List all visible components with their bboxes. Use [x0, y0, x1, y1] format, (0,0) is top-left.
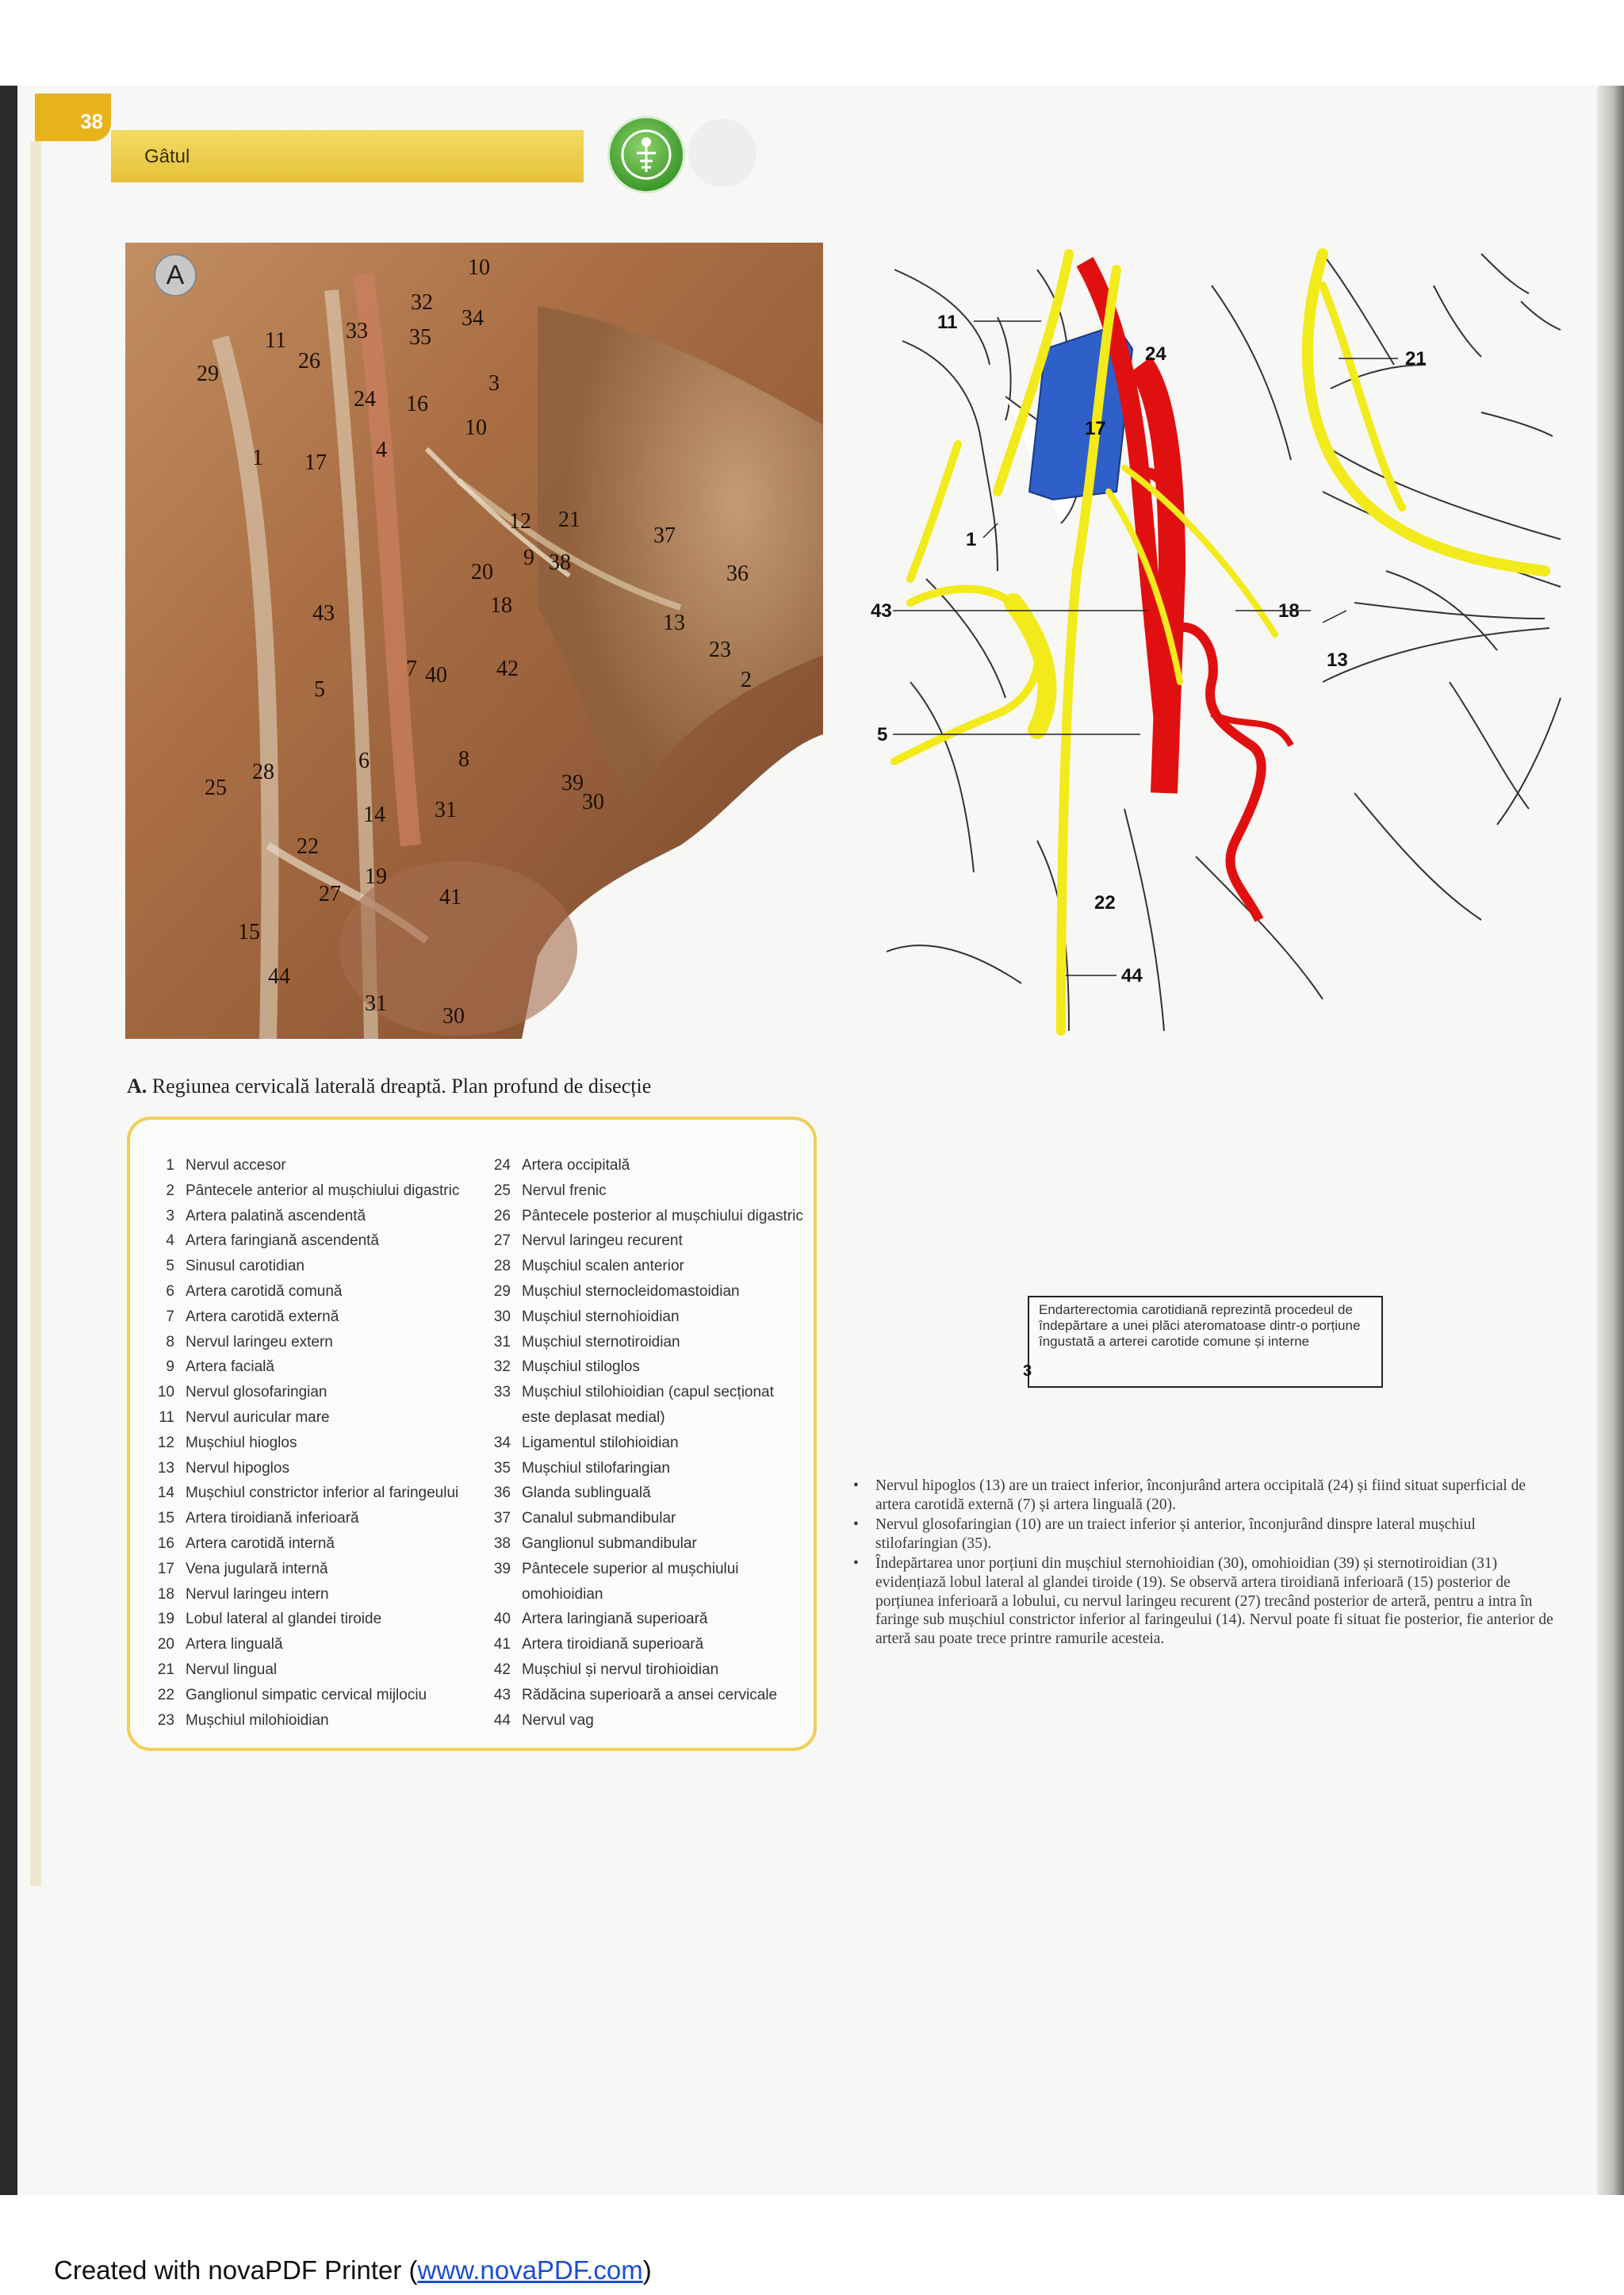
legend-text: Pântecele posterior al mușchiului digastric [522, 1207, 803, 1224]
scan-margin-top [0, 0, 1624, 89]
photo-label: 41 [439, 885, 462, 910]
legend-row [143, 1431, 476, 1456]
photo-label: 17 [304, 450, 327, 475]
legend-column-right [479, 1153, 812, 1733]
outline-line [998, 317, 1011, 420]
diagram-label: 21 [1405, 348, 1427, 370]
legend-column-left [143, 1153, 476, 1733]
photo-label: 44 [268, 964, 290, 989]
outline-line [1521, 301, 1561, 330]
legend-text: Mușchiul stilohioidian (capul secționat [522, 1384, 774, 1401]
legend-text: Mușchiul sternotiroidian [522, 1333, 680, 1351]
legend-num: 44 [493, 1711, 511, 1729]
legend-row [479, 1557, 812, 1582]
diagram-label: 13 [1327, 649, 1348, 671]
photo-label: 29 [197, 362, 219, 386]
photo-label: 37 [653, 523, 676, 548]
photo-label: 21 [558, 508, 580, 532]
bullet-list [848, 1477, 1561, 1649]
legend-text: Lobul lateral al glandei tiroide [186, 1611, 382, 1628]
photo-label: 26 [298, 349, 320, 374]
legend-row [143, 1456, 476, 1481]
legend-num: 20 [157, 1636, 174, 1653]
legend-text: Canalul submandibular [522, 1510, 676, 1527]
legend-text: Artera tiroidiană superioară [522, 1636, 704, 1653]
legend-num: 27 [493, 1232, 511, 1250]
legend-num: 5 [166, 1258, 174, 1275]
legend-text: Artera occipitală [522, 1157, 630, 1174]
legend-row [479, 1405, 812, 1431]
footer-prefix: Created with novaPDF Printer ( [54, 2255, 418, 2285]
legend-num: 39 [493, 1560, 511, 1577]
legend-text: Mușchiul sternohioidian [522, 1308, 680, 1325]
legend-num: 32 [493, 1358, 511, 1376]
legend-row [479, 1708, 812, 1734]
legend-num: 4 [166, 1232, 174, 1250]
legend-text: Artera laringiană superioară [522, 1611, 708, 1628]
legend-row [479, 1657, 812, 1683]
legend-num: 41 [493, 1636, 511, 1653]
legend-text: Mușchiul milohioidian [186, 1711, 329, 1729]
outline-line [1386, 571, 1497, 650]
legend-text: Nervul auricular mare [186, 1408, 330, 1426]
legend-row [479, 1683, 812, 1708]
legend-text: este deplasat medial) [522, 1408, 665, 1426]
legend-row [479, 1431, 812, 1456]
legend-row [479, 1531, 812, 1557]
legend-row [143, 1683, 476, 1708]
legend-row [143, 1204, 476, 1229]
legend-num: 25 [493, 1182, 511, 1199]
legend-num: 8 [166, 1333, 174, 1351]
legend-num: 10 [157, 1384, 174, 1401]
legend-num: 34 [493, 1434, 511, 1451]
legend-num: 9 [166, 1358, 174, 1376]
legend-box [127, 1117, 817, 1751]
legend-num: 22 [157, 1686, 174, 1703]
photo-label: 18 [490, 593, 512, 618]
side-margin-band [30, 141, 41, 1886]
legend-num: 13 [157, 1459, 174, 1477]
dissection-photo [125, 243, 823, 1039]
legend-row [143, 1254, 476, 1279]
legend-num: 12 [157, 1434, 174, 1451]
outline-line [1212, 285, 1291, 460]
legend-row [479, 1506, 812, 1531]
photo-label: 1 [252, 446, 263, 470]
legend-row [143, 1481, 476, 1506]
legend-text: Ganglionul submandibular [522, 1534, 697, 1552]
legend-row [479, 1153, 812, 1178]
legend-text: Artera facială [186, 1358, 274, 1376]
legend-row [143, 1557, 476, 1582]
legend-text: Artera linguală [186, 1636, 283, 1653]
legend-text: Nervul laringeu recurent [522, 1232, 683, 1250]
photo-label: 30 [582, 790, 604, 814]
page-number: 38 [35, 94, 111, 141]
legend-num: 43 [493, 1686, 511, 1703]
photo-label: 31 [435, 798, 457, 822]
caption-text: Regiunea cervicală laterală dreaptă. Plan profund de disecție [151, 1075, 652, 1098]
legend-num: 33 [493, 1384, 511, 1401]
legend-text: Artera carotidă comună [186, 1282, 343, 1300]
outline-line [1434, 285, 1481, 357]
bullet-item: • Nervul glosofaringian (10) are un traiect inferior și anterior, înconjurând dinspre lateral mușchiul stilofaringian (35). [848, 1515, 1561, 1553]
legend-num: 19 [157, 1611, 174, 1628]
outline-line [1497, 698, 1561, 825]
caption-prefix: A. [127, 1075, 147, 1098]
legend-text: Nervul glosofaringian [186, 1384, 327, 1401]
leader-line [1323, 611, 1346, 623]
photo-label: 6 [358, 749, 370, 773]
photo-label: 25 [205, 776, 227, 800]
section-logo-icon [607, 116, 685, 193]
outline-line [1481, 412, 1553, 436]
legend-text: Nervul laringeu intern [186, 1585, 329, 1603]
legend-num: 40 [493, 1611, 511, 1628]
section-title: Gâtul [144, 146, 190, 167]
legend-row [143, 1380, 476, 1405]
diagram-label: 44 [1121, 965, 1143, 987]
legend-row [143, 1354, 476, 1380]
legend-text: Nervul laringeu extern [186, 1333, 333, 1351]
legend-row [479, 1481, 812, 1506]
legend-num: 35 [493, 1459, 511, 1477]
legend-row [479, 1305, 812, 1330]
bullet-item: • Nervul hipoglos (13) are un traiect inferior, înconjurând artera occipitală (24) și fiind situat superficial de artera carotidă externă (7) și artera linguală (20). [848, 1477, 1561, 1514]
clinical-note-box [1028, 1296, 1383, 1388]
pdf-footer [54, 2255, 652, 2285]
legend-text: Pântecele anterior al mușchiului digastric [186, 1182, 460, 1199]
legend-row [143, 1531, 476, 1557]
photo-label: 3 [488, 371, 500, 396]
photo-label: 16 [406, 392, 428, 416]
legend-num: 23 [157, 1711, 174, 1729]
photo-label: 11 [265, 328, 286, 353]
outline-line [887, 945, 1021, 983]
legend-num: 14 [157, 1485, 174, 1502]
legend-row [143, 1607, 476, 1632]
legend-num: 18 [157, 1585, 174, 1603]
figure-badge: A [154, 254, 197, 297]
legend-num: 28 [493, 1258, 511, 1275]
photo-label: 10 [465, 416, 487, 440]
legend-text: Mușchiul hioglos [186, 1434, 297, 1451]
photo-label: 19 [365, 864, 387, 889]
legend-row [143, 1506, 476, 1531]
legend-text: Nervul frenic [522, 1182, 607, 1199]
legend-num: 29 [493, 1282, 511, 1300]
legend-row [143, 1582, 476, 1607]
bullet-item: • Îndepărtarea unor porțiuni din mușchiul sternohioidian (30), omohioidian (39) și sternotiroidian (31) evidențiază lobul lateral al glandei tiroide (19). Se observă artera tiroidiană inferioară (15) posterior de porțiunea inferioară a lobului, cu nervul laringeu recurent (27) trecând posterior de arteră, pentru a intra în faringe sub mușchiul constrictor inferior al faringeului (14). Nervul poate fi situat fie posterior, fie anterior de arteră sau poate trece printre ramurile acesteia. [848, 1554, 1561, 1648]
page-left-shadow [0, 86, 17, 2195]
legend-num: 15 [157, 1510, 174, 1527]
photo-label: 27 [319, 882, 341, 906]
outline-line [1354, 793, 1481, 920]
outline-line [1196, 856, 1323, 999]
legend-row [143, 1178, 476, 1204]
legend-num [479, 1582, 522, 1607]
photo-label: 5 [314, 677, 325, 702]
outline-line [1450, 682, 1529, 809]
legend-row [143, 1632, 476, 1657]
page-right-edge [1597, 86, 1624, 2195]
legend-num: 24 [493, 1157, 511, 1174]
legend-text: Nervul hipoglos [186, 1459, 289, 1477]
legend-text: Artera carotidă externă [186, 1308, 339, 1325]
legend-num: 2 [166, 1182, 174, 1199]
section-logo-shadow [688, 119, 756, 187]
legend-num: 42 [493, 1661, 511, 1678]
photo-label: 23 [709, 638, 731, 662]
photo-label: 14 [363, 803, 385, 827]
photo-label: 32 [411, 290, 433, 315]
legend-text: Ligamentul stilohioidian [522, 1434, 679, 1451]
legend-row [479, 1228, 812, 1254]
diagram-label: 11 [937, 312, 958, 333]
photo-label: 22 [297, 834, 319, 859]
legend-row [479, 1279, 812, 1305]
photo-label: 9 [523, 546, 534, 570]
legend-num: 3 [166, 1207, 174, 1224]
diagram-label: 5 [877, 724, 888, 745]
legend-num: 1 [166, 1157, 174, 1174]
legend-row [479, 1632, 812, 1657]
legend-num: 38 [493, 1534, 511, 1552]
legend-row [479, 1582, 812, 1607]
photo-label: 35 [409, 325, 431, 350]
legend-text: Mușchiul scalen anterior [522, 1258, 684, 1275]
legend-text: Nervul vag [522, 1711, 594, 1729]
legend-row [143, 1708, 476, 1734]
outline-line [1124, 809, 1164, 1031]
photo-label: 4 [376, 438, 387, 462]
diagram-label: 22 [1094, 892, 1116, 914]
legend-row [143, 1228, 476, 1254]
legend-text: Sinusul carotidian [186, 1258, 304, 1275]
ansa-root [1013, 603, 1047, 730]
legend-row [479, 1354, 812, 1380]
photo-label: 33 [346, 319, 368, 343]
photo-label: 40 [425, 663, 447, 688]
legend-row [479, 1178, 812, 1204]
anatomy-diagram [871, 238, 1568, 1047]
legend-row [143, 1330, 476, 1355]
photo-label: 28 [252, 760, 274, 784]
legend-row [143, 1279, 476, 1305]
legend-row [143, 1657, 476, 1683]
legend-text: Mușchiul stilofaringian [522, 1459, 670, 1477]
accessory-nerve [910, 444, 958, 579]
legend-text: Artera palatină ascendentă [186, 1207, 366, 1224]
photo-label: 31 [365, 991, 387, 1016]
legend-text: Rădăcina superioară a ansei cervicale [522, 1686, 778, 1703]
legend-text: Nervul lingual [186, 1661, 278, 1678]
legend-text: Ganglionul simpatic cervical mijlociu [186, 1686, 427, 1703]
legend-row [479, 1456, 812, 1481]
clinical-note-text: Endarterectomia carotidiană reprezintă procedeul de îndepărtare a unei plăci ateromatoase dintr-o porțiune îngustată a arterei carotide comune și interne [1039, 1302, 1361, 1349]
photo-label: 20 [471, 560, 493, 584]
photo-label: 15 [238, 920, 260, 944]
legend-text: Mușchiul stiloglos [522, 1358, 640, 1376]
legend-text: Nervul accesor [186, 1157, 286, 1174]
legend-text: omohioidian [522, 1585, 603, 1603]
legend-text: Pântecele superior al mușchiului [522, 1560, 739, 1577]
footer-suffix: ) [642, 2255, 652, 2285]
photo-label: 43 [312, 601, 335, 626]
legend-row [143, 1405, 476, 1431]
photo-label: 30 [442, 1004, 465, 1029]
photo-label: 38 [549, 550, 571, 575]
photo-label: 2 [741, 668, 752, 692]
legend-text: Mușchiul și nervul tirohioidian [522, 1661, 719, 1678]
legend-num [479, 1405, 522, 1431]
note-marker-icon: 3 [1023, 1362, 1032, 1380]
diagram-label: 17 [1085, 418, 1106, 439]
outline-line [1354, 603, 1545, 619]
photo-label: 36 [726, 561, 749, 586]
photo-label: 34 [462, 306, 484, 331]
legend-num: 37 [493, 1510, 511, 1527]
legend-row [479, 1254, 812, 1279]
diagram-label: 24 [1145, 343, 1166, 365]
legend-num: 36 [493, 1485, 511, 1502]
legend-text: Vena jugulară internă [186, 1560, 328, 1577]
photo-label: 42 [496, 657, 519, 681]
photo-label: 13 [663, 611, 685, 635]
legend-num: 6 [166, 1282, 174, 1300]
outline-line [1481, 254, 1529, 293]
photo-label: 39 [561, 771, 584, 795]
legend-num: 17 [157, 1560, 174, 1577]
footer-link[interactable]: www.novaPDF.com [417, 2255, 643, 2285]
outline-line [1323, 628, 1549, 682]
legend-row [143, 1305, 476, 1330]
diagram-label: 1 [966, 529, 977, 550]
legend-row [479, 1330, 812, 1355]
legend-num: 26 [493, 1207, 511, 1224]
photo-label: 10 [468, 255, 490, 280]
legend-num: 30 [493, 1308, 511, 1325]
legend-num: 31 [493, 1333, 511, 1351]
legend-text: Artera faringiană ascendentă [186, 1232, 379, 1250]
legend-text: Mușchiul sternocleidomastoidian [522, 1282, 740, 1300]
photo-label: 7 [406, 657, 417, 681]
diagram-label: 43 [871, 600, 892, 622]
diagram-label: 18 [1278, 600, 1300, 622]
legend-row [479, 1607, 812, 1632]
legend-num: 7 [166, 1308, 174, 1325]
legend-text: Mușchiul constrictor inferior al faringeului [186, 1485, 459, 1502]
legend-num: 16 [157, 1534, 174, 1552]
photo-label: 8 [458, 747, 469, 772]
legend-num: 21 [157, 1661, 174, 1678]
legend-text: Glanda sublinguală [522, 1485, 651, 1502]
legend-num: 11 [159, 1408, 174, 1426]
photo-label: 24 [354, 387, 376, 412]
figure-caption [127, 1075, 651, 1098]
legend-row [143, 1153, 476, 1178]
legend-text: Artera tiroidiană inferioară [186, 1510, 359, 1527]
legend-text: Artera carotidă internă [186, 1534, 335, 1552]
legend-row [479, 1380, 812, 1405]
outline-line [910, 682, 974, 872]
legend-row [479, 1204, 812, 1229]
photo-label: 12 [509, 509, 531, 534]
